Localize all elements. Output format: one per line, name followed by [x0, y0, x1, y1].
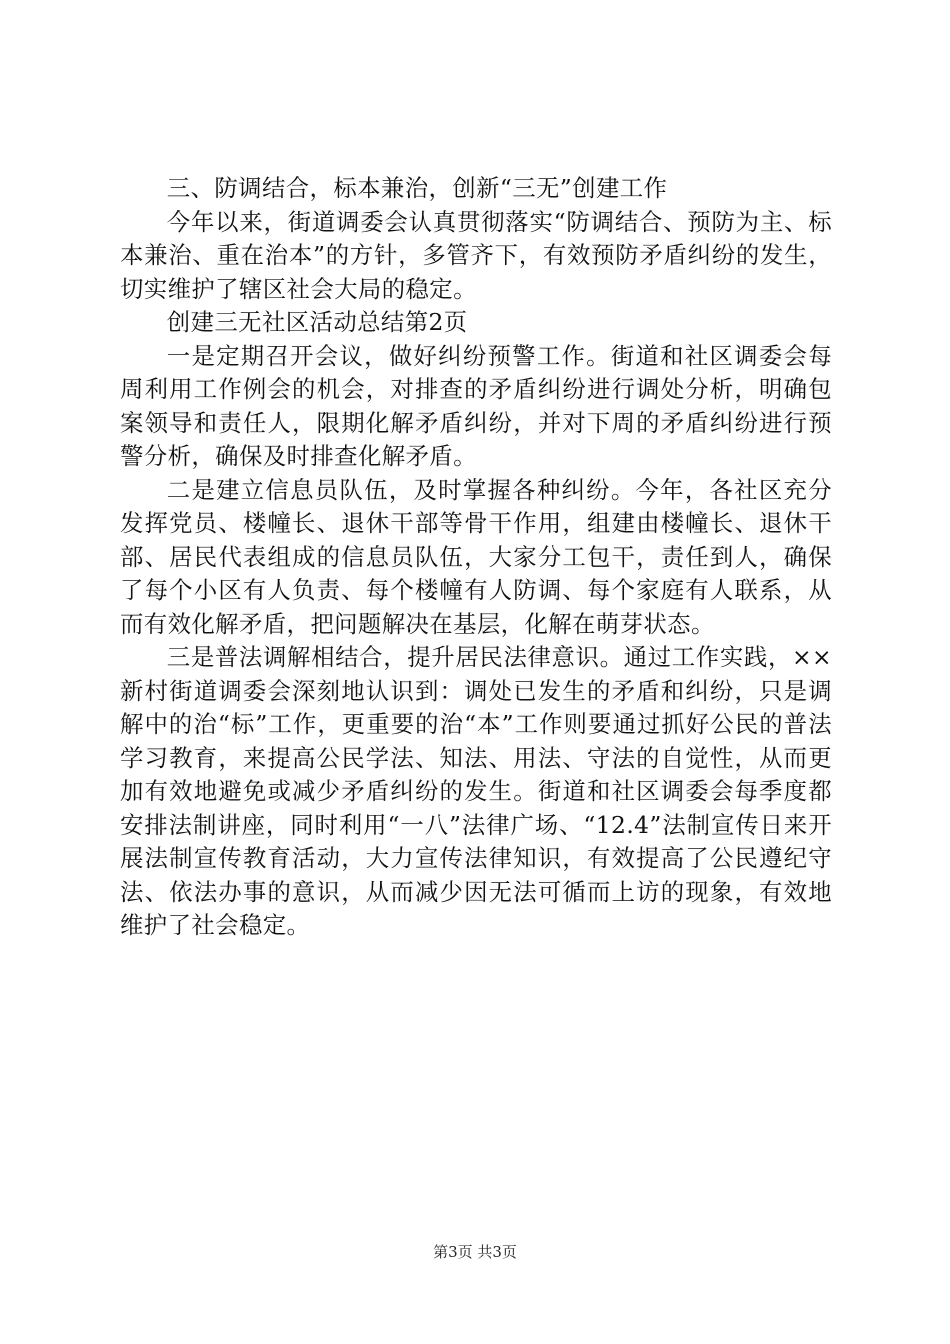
section-heading: 三、防调结合，标本兼治，创新“三无”创建工作: [166, 174, 668, 202]
point-two-paragraph: 二是建立信息员队伍，及时掌握各种纠纷。今年，各社区充分发挥党员、楼幢长、退休干部等骨干作用，组建由楼幢长、退休干部、居民代表组成的信息员队伍，大家分工包干，责任到人，确保了每个小区有人负责、每个楼幢有人防调、每个家庭有人联系，从而有效化解矛盾，把问题解决在基层，化解在萌芽状态。: [120, 475, 832, 638]
point-one-paragraph: 一是定期召开会议，做好纠纷预警工作。街道和社区调委会每周利用工作例会的机会，对排查的矛盾纠纷进行调处分析，明确包案领导和责任人，限期化解矛盾纠纷，并对下周的矛盾纠纷进行预警分析，确保及时排查化解矛盾。: [120, 341, 832, 470]
point-three-paragraph: 三是普法调解相结合，提升居民法律意识。通过工作实践，××新村街道调委会深刻地认识到：调处已发生的矛盾和纠纷，只是调解中的治“标”工作，更重要的治“本”工作则要通过抓好公民的普法学习教育，来提高公民学法、知法、用法、守法的自觉性，从而更加有效地避免或减少矛盾纠纷的发生。街道和社区调委会每季度都安排法制讲座，同时利用“一八”法律广场、“12.4”法制宣传日来开展法制宣传教育活动，大力宣传法律知识，有效提高了公民遵纪守法、依法办事的意识，从而减少因无法可循而上访的现象，有效地维护了社会稳定。: [120, 643, 832, 939]
page-number-footer: 第3页 共3页: [433, 1243, 517, 1261]
intro-paragraph: 今年以来，街道调委会认真贯彻落实“防调结合、预防为主、标本兼治、重在治本”的方针，多管齐下，有效预防矛盾纠纷的发生，切实维护了辖区社会大局的稳定。: [120, 207, 832, 303]
page-marker-text: 创建三无社区活动总结第2页: [166, 308, 468, 336]
document-body: [120, 172, 832, 943]
